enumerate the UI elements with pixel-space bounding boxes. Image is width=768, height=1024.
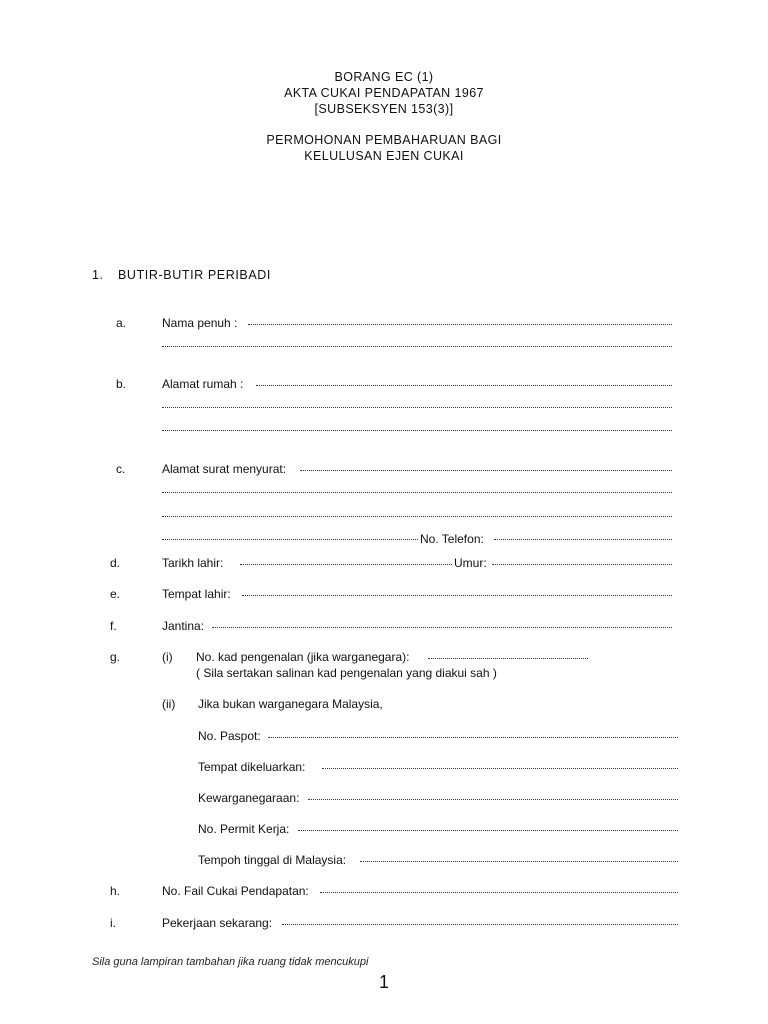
issued-place-label: Tempat dikeluarkan: (198, 760, 306, 774)
item-g-i-marker: (i) (162, 650, 173, 664)
item-i-marker: i. (110, 916, 116, 930)
full-name-label: Nama penuh : (162, 316, 238, 330)
gender-label: Jantina: (162, 619, 205, 633)
citizenship-label: Kewarganegaraan: (198, 791, 300, 805)
item-b-marker: b. (116, 377, 127, 391)
form-code: BORANG EC (1) (334, 70, 434, 84)
item-g-ii-marker: (ii) (162, 697, 176, 711)
passport-label: No. Paspot: (198, 729, 261, 743)
occupation-label: Pekerjaan sekarang: (162, 916, 273, 930)
item-h-marker: h. (110, 884, 121, 898)
act-title: AKTA CUKAI PENDAPATAN 1967 (284, 86, 484, 100)
item-f-marker: f. (110, 619, 117, 633)
citizenship-field[interactable] (308, 797, 678, 800)
gender-field[interactable] (212, 625, 672, 628)
home-address-field-line3[interactable] (162, 428, 672, 431)
stay-period-label: Tempoh tinggal di Malaysia: (198, 853, 347, 867)
issued-place-field[interactable] (322, 766, 678, 769)
non-citizen-label: Jika bukan warganegara Malaysia, (198, 697, 383, 711)
stay-period-field[interactable] (360, 859, 678, 862)
item-e-marker: e. (110, 587, 121, 601)
mailing-address-field[interactable] (300, 468, 672, 471)
full-name-field[interactable] (248, 322, 672, 325)
tax-file-field[interactable] (320, 890, 678, 893)
ic-number-label: No. kad pengenalan (jika warganegara): (196, 650, 410, 664)
phone-field[interactable] (494, 537, 672, 540)
home-address-field[interactable] (256, 383, 672, 386)
age-label: Umur: (454, 556, 487, 570)
work-permit-field[interactable] (298, 828, 678, 831)
birth-date-field[interactable] (240, 562, 452, 565)
mailing-address-label: Alamat surat menyurat: (162, 462, 287, 476)
form-title-line1: PERMOHONAN PEMBAHARUAN BAGI (266, 133, 502, 147)
form-title-line2: KELULUSAN EJEN CUKAI (304, 149, 464, 163)
passport-field[interactable] (268, 735, 678, 738)
full-name-field-line2[interactable] (162, 344, 672, 347)
phone-label: No. Telefon: (420, 532, 484, 546)
ic-copy-note: ( Sila sertakan salinan kad pengenalan yang diakui sah ) (196, 666, 497, 680)
page-number: 1 (378, 972, 389, 992)
home-address-field-line2[interactable] (162, 405, 672, 408)
section-number: 1. (92, 268, 104, 282)
work-permit-label: No. Permit Kerja: (198, 822, 290, 836)
item-d-marker: d. (110, 556, 121, 570)
item-c-marker: c. (116, 462, 126, 476)
occupation-field[interactable] (282, 922, 678, 925)
section-title: BUTIR-BUTIR PERIBADI (118, 268, 271, 282)
footer-note: Sila guna lampiran tambahan jika ruang tidak mencukupi (92, 956, 369, 968)
home-address-label: Alamat rumah : (162, 377, 244, 391)
subsection-ref: [SUBSEKSYEN 153(3)] (314, 102, 454, 116)
birth-date-label: Tarikh lahir: (162, 556, 224, 570)
mailing-address-field-line4[interactable] (162, 537, 418, 540)
mailing-address-field-line3[interactable] (162, 514, 672, 517)
birth-place-label: Tempat lahir: (162, 587, 231, 601)
birth-place-field[interactable] (242, 593, 672, 596)
age-field[interactable] (492, 562, 672, 565)
mailing-address-field-line2[interactable] (162, 490, 672, 493)
item-a-marker: a. (116, 316, 127, 330)
ic-number-field[interactable] (428, 656, 588, 659)
tax-file-label: No. Fail Cukai Pendapatan: (162, 884, 309, 898)
item-g-marker: g. (110, 650, 121, 664)
